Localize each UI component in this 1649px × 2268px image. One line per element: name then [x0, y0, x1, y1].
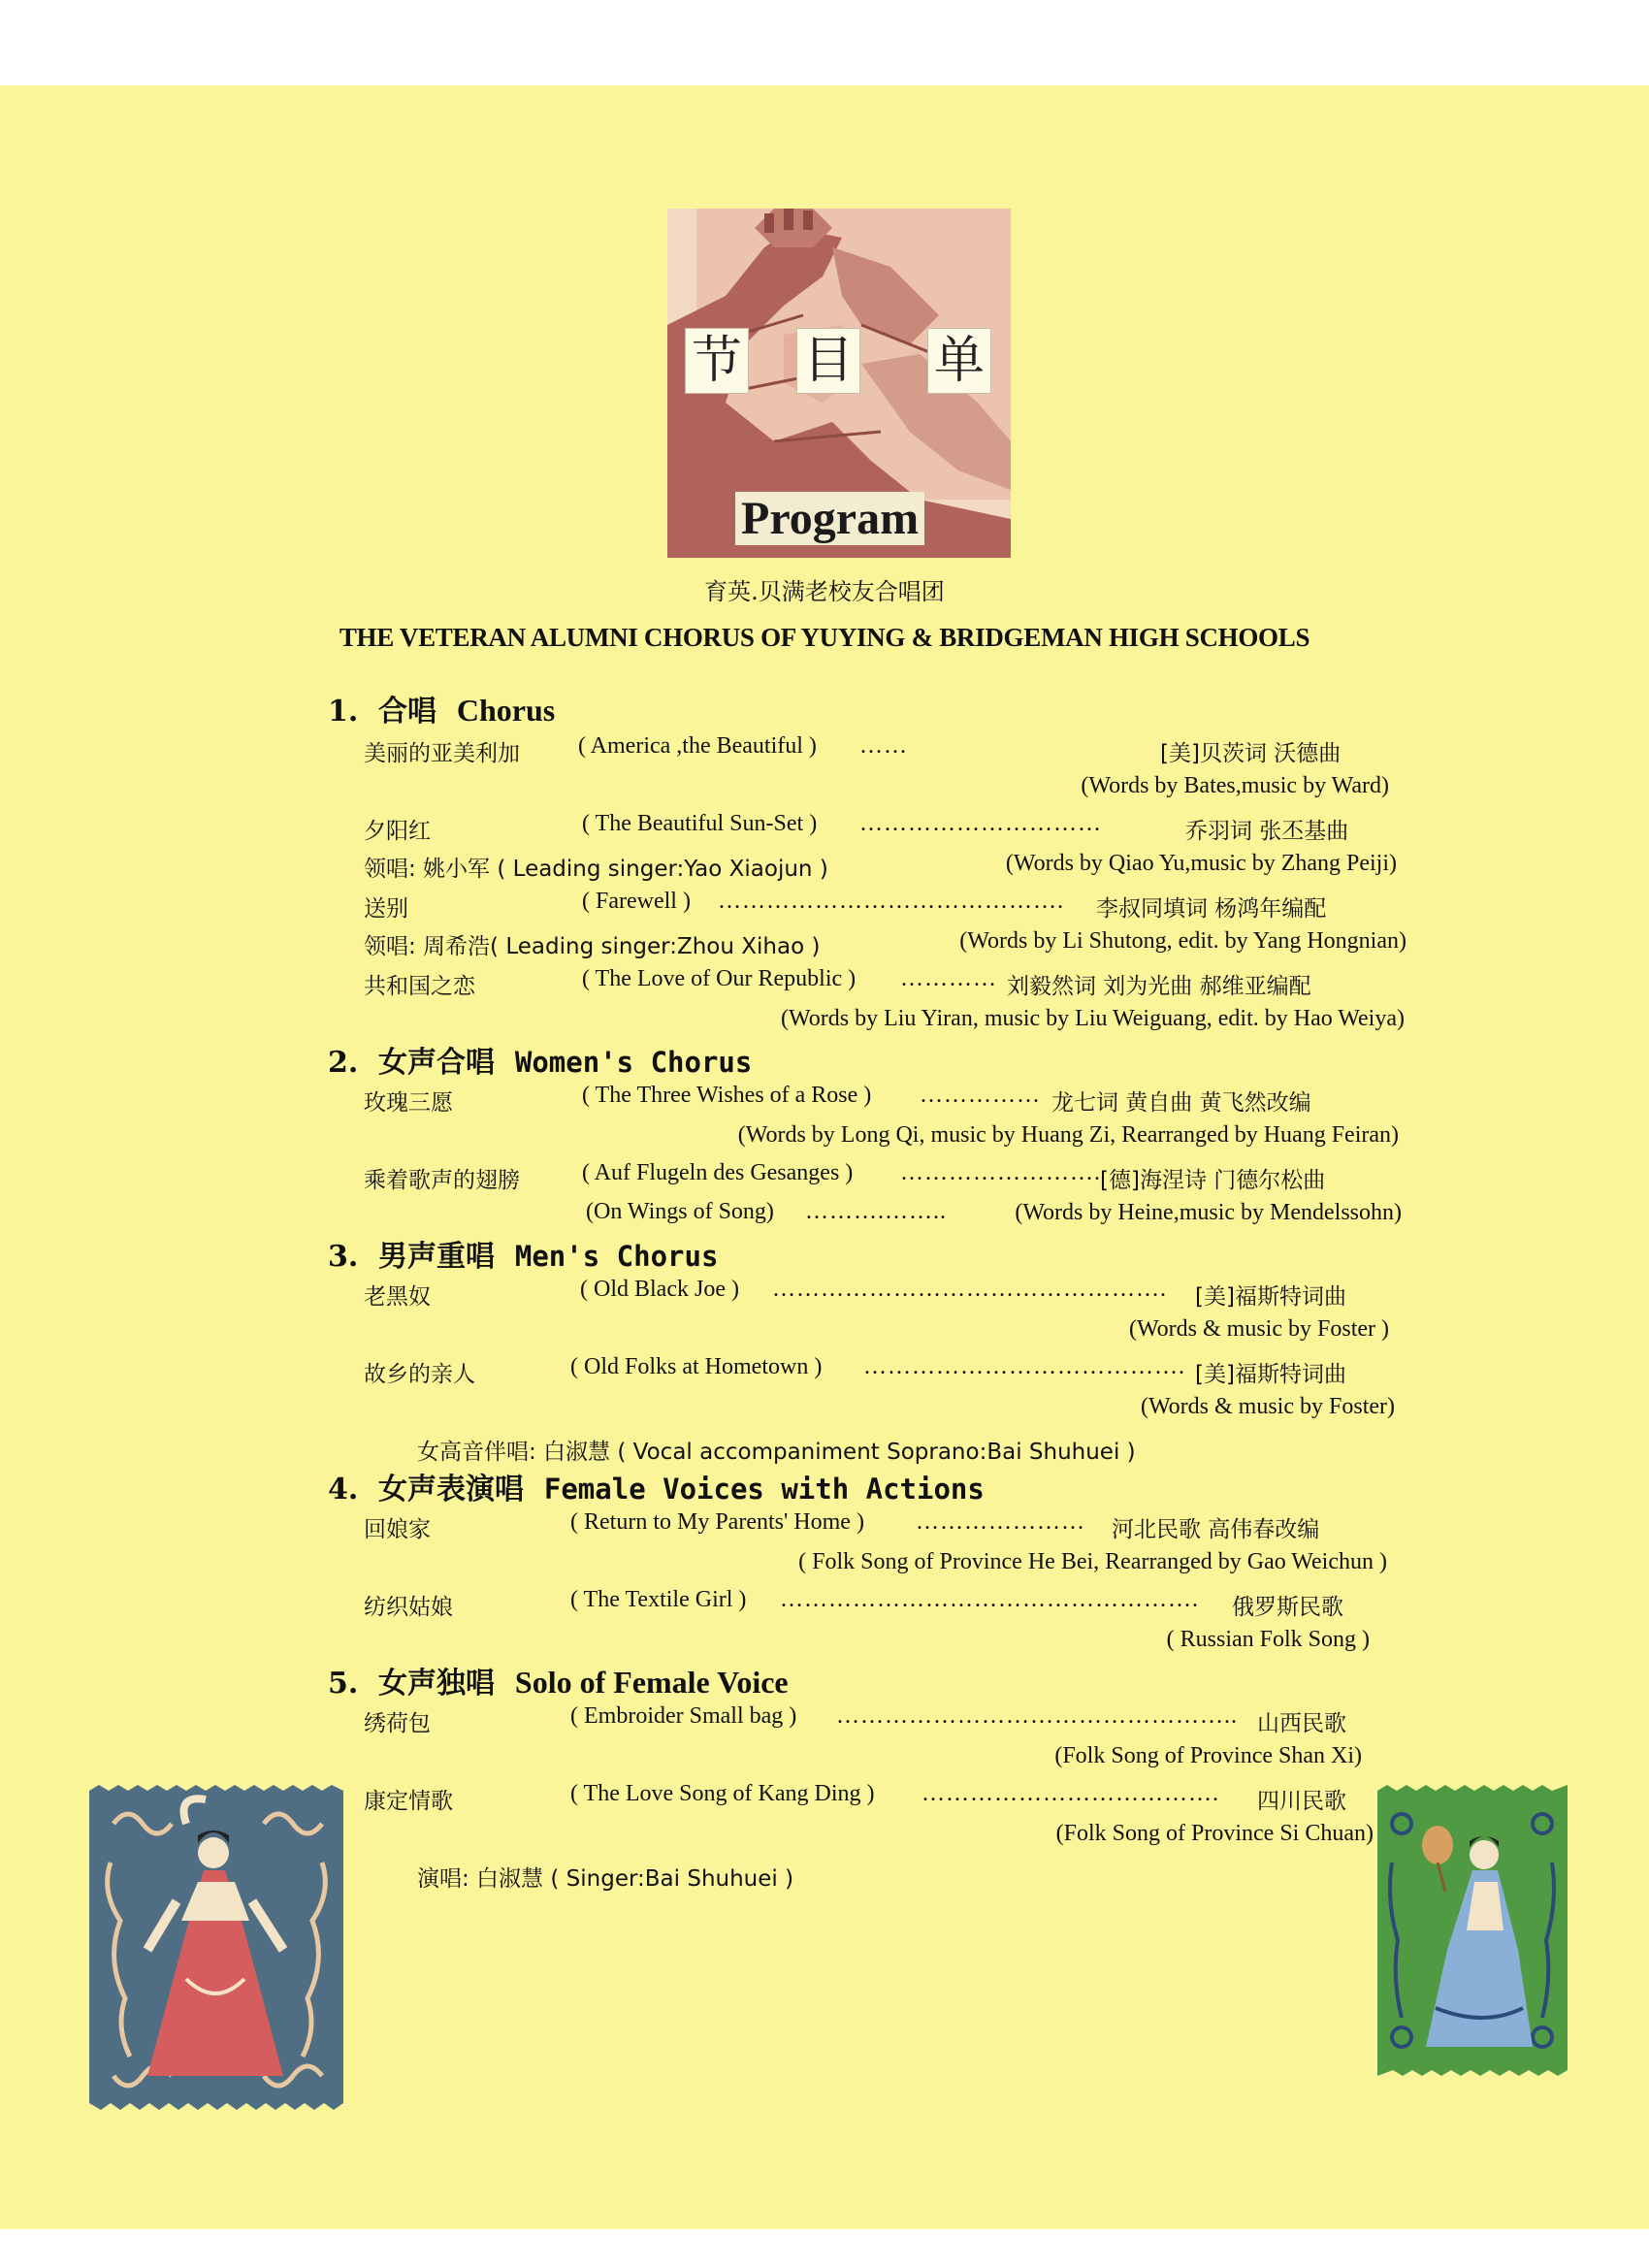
song-title-cn: 绣荷包 — [364, 1711, 431, 1736]
credit-en: (Words & music by Foster ) — [1128, 1316, 1389, 1342]
title-cn-char-2: 目 — [796, 328, 860, 394]
leading-singer: 领唱: 周希浩( Leading singer:Zhou Xihao ) — [364, 934, 821, 959]
song-title-cn: 纺织姑娘 — [364, 1595, 453, 1620]
section-4-heading — [328, 1465, 985, 1507]
leader-dots: ………………………… — [859, 811, 1102, 836]
section-title-cn: 合唱 — [378, 695, 436, 729]
leader-dots: …………… — [920, 1083, 1041, 1108]
section-1-heading — [328, 687, 555, 729]
credit-en: (Words by Li Shutong, edit. by Yang Hongnian) — [959, 928, 1406, 954]
song-title-en: ( The Love of Our Republic ) — [582, 966, 857, 991]
section-title-cn: 女声独唱 — [378, 1667, 495, 1701]
song-title-cn: 夕阳红 — [364, 819, 431, 844]
song-title-cn: 送别 — [364, 896, 408, 922]
credit-en: (Folk Song of Province Shan Xi) — [1054, 1743, 1362, 1768]
song-title-cn: 康定情歌 — [364, 1789, 453, 1814]
song-title-en: ( The Beautiful Sun-Set ) — [582, 811, 818, 836]
credit-cn: [德]海涅诗 门德尔松曲 — [1100, 1168, 1326, 1193]
section-5-heading — [328, 1659, 789, 1701]
chorus-name-en: THE VETERAN ALUMNI CHORUS OF YUYING & BRIDGEMAN HIGH SCHOOLS — [339, 623, 1310, 652]
section-title-en: Men's Chorus — [514, 1240, 719, 1273]
song-title-en: ( Farewell ) — [582, 889, 691, 914]
song-title-en: ( The Textile Girl ) — [570, 1587, 747, 1612]
credit-en: ( Russian Folk Song ) — [1166, 1627, 1370, 1652]
singer: 演唱: 白淑慧 ( Singer:Bai Shuhuei ) — [417, 1866, 794, 1892]
section-number: 5. — [328, 1667, 359, 1701]
song-title-cn: 回娘家 — [364, 1517, 431, 1542]
credit-en: (Words by Liu Yiran, music by Liu Weiguang, edit. by Hao Weiya) — [781, 1006, 1405, 1031]
song-title-cn: 老黑奴 — [364, 1284, 431, 1310]
credit-en: ( Folk Song of Province He Bei, Rearranged by Gao Weichun ) — [798, 1549, 1387, 1574]
vocal-accompaniment: 女高音伴唱: 白淑慧 ( Vocal accompaniment Soprano:Bai Shuhuei ) — [417, 1440, 1136, 1465]
leader-dots: ………………………………. — [922, 1781, 1219, 1806]
leader-dots: ……….…….. — [805, 1199, 947, 1224]
leader-dots: ……………………………………. — [718, 889, 1064, 914]
section-2-heading — [328, 1038, 752, 1081]
song-title-cn: 玫瑰三愿 — [364, 1090, 453, 1116]
credit-cn: 四川民歌 — [1257, 1789, 1346, 1814]
section-title-en: Women's Chorus — [514, 1046, 753, 1079]
song-title-en: ( Old Black Joe ) — [580, 1277, 739, 1302]
title-cn-char-1: 节 — [685, 328, 749, 394]
credit-en: (Words by Qiao Yu,music by Zhang Peiji) — [1005, 851, 1397, 876]
song-title-cn: 故乡的亲人 — [364, 1362, 475, 1387]
leader-dots: ………… — [900, 966, 997, 991]
credit-cn: [美]贝茨词 沃德曲 — [1160, 741, 1342, 766]
credit-cn: 山西民歌 — [1257, 1711, 1346, 1736]
section-number: 1. — [328, 695, 359, 729]
credit-cn: [美]福斯特词曲 — [1195, 1284, 1346, 1310]
leader-dots: …… — [859, 733, 908, 759]
leader-dots: ………………………………………….. — [836, 1703, 1238, 1729]
leader-dots: ………………… — [916, 1509, 1085, 1535]
song-title-en: ( America ,the Beautiful ) — [578, 733, 817, 759]
section-title-cn: 女声表演唱 — [378, 1473, 524, 1507]
credit-en: (Words by Heine,music by Mendelssohn) — [1015, 1200, 1402, 1225]
song-title-en: ( Return to My Parents' Home ) — [570, 1509, 864, 1535]
section-3-heading — [328, 1232, 718, 1275]
leader-dots: ……………………………………………. — [780, 1587, 1199, 1612]
song-title-cn: 共和国之恋 — [364, 974, 475, 999]
leading-singer: 领唱: 姚小军 ( Leading singer:Yao Xiaojun ) — [364, 857, 828, 882]
section-number: 2. — [328, 1046, 359, 1080]
credit-en: (Words & music by Foster) — [1140, 1394, 1395, 1419]
section-title-cn: 男声重唱 — [378, 1240, 495, 1274]
credit-cn: 李叔同填词 杨鸿年编配 — [1096, 896, 1327, 922]
leader-dots: ……………………. — [900, 1160, 1101, 1185]
song-title-en: ( Embroider Small bag ) — [570, 1703, 797, 1729]
credit-en: (Folk Song of Province Si Chuan) — [1055, 1821, 1374, 1846]
song-title-cn: 美丽的亚美利加 — [364, 741, 520, 766]
program-title: Program — [735, 492, 924, 545]
section-title-en: Solo of Female Voice — [514, 1665, 789, 1700]
title-cn-char-3: 单 — [927, 328, 991, 394]
section-title-cn: 女声合唱 — [378, 1046, 495, 1080]
section-title-en: Female Voices with Actions — [543, 1473, 985, 1506]
leader-dots: …………………………………. — [863, 1354, 1185, 1379]
song-title-en: ( Auf Flugeln des Gesanges ) — [582, 1160, 854, 1185]
credit-cn: 河北民歌 高伟春改编 — [1112, 1517, 1320, 1542]
song-title-en: ( The Three Wishes of a Rose ) — [582, 1083, 872, 1108]
leader-dots: …………………………………………. — [772, 1277, 1167, 1302]
credit-cn: 龙七词 黄自曲 黄飞然改编 — [1051, 1090, 1311, 1116]
song-title-cn: 乘着歌声的翅膀 — [364, 1168, 520, 1193]
credit-en: (Words by Long Qi, music by Huang Zi, Rearranged by Huang Feiran) — [737, 1122, 1399, 1148]
section-number: 4. — [328, 1473, 359, 1507]
section-title-en: Chorus — [456, 693, 556, 728]
section-number: 3. — [328, 1240, 359, 1274]
song-title-en-alt: (On Wings of Song) — [586, 1199, 774, 1224]
chorus-name-cn: 育英.贝满老校友合唱团 — [704, 578, 945, 605]
fan-lady-stamp-right — [1377, 1785, 1568, 2076]
credit-en: (Words by Bates,music by Ward) — [1081, 773, 1389, 798]
credit-cn: 乔羽词 张丕基曲 — [1185, 819, 1349, 844]
dancer-stamp-left — [89, 1785, 343, 2110]
credit-cn: 俄罗斯民歌 — [1232, 1595, 1343, 1620]
credit-cn: [美]福斯特词曲 — [1195, 1362, 1346, 1387]
song-title-en: ( The Love Song of Kang Ding ) — [570, 1781, 875, 1806]
song-title-en: ( Old Folks at Hometown ) — [570, 1354, 823, 1379]
credit-cn: 刘毅然词 刘为光曲 郝维亚编配 — [1007, 974, 1311, 999]
